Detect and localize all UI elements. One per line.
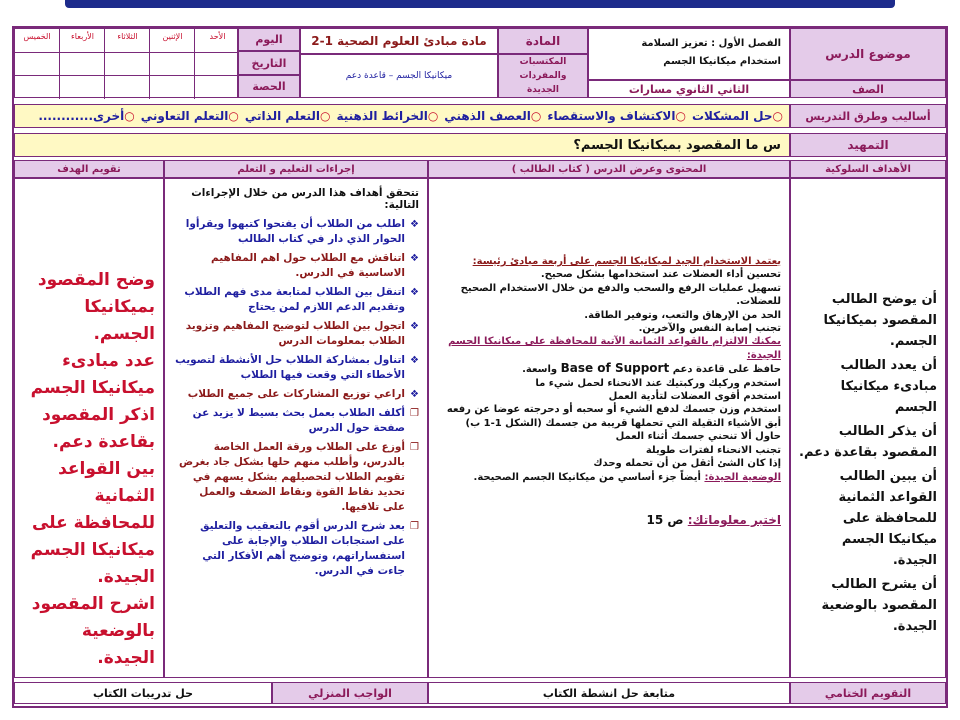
objective-item: أن يوضح الطالب المقصود بميكانيكا الجسم. bbox=[823, 292, 937, 349]
day-tuesday-label: الثلاثاء bbox=[117, 32, 138, 41]
content-heading-principles: يعتمد الاستخدام الجيد لميكانيكا الجسم على أربعة مبادئ رئيسة: bbox=[472, 256, 781, 267]
diamond-bullet-icon: ❖ bbox=[410, 389, 419, 400]
procedure-item: ❖ اتجول بين الطلاب لتوضيح المفاهيم وتزويد الطلاب بمعلومات الدرس bbox=[185, 320, 419, 347]
header-procedures: إجراءات التعليم و التعلم bbox=[164, 160, 428, 178]
day-sunday bbox=[194, 29, 239, 99]
day-label: اليوم bbox=[238, 28, 300, 51]
period-label: الحصة bbox=[238, 75, 300, 98]
procedure-item: ❐ بعد شرح الدرس أقوم بالتعقيب والتعليق على استجابات الطلاب والإجابة على استفساراتهم، وتوضيح أهم الأفكار التي جاءت في الدرس. bbox=[200, 520, 419, 577]
content-rule-base-of-support: حافظ على قاعدة دعم Base of Support واسعة. bbox=[522, 361, 781, 376]
lesson-title-line1: الفصل الأول : تعزيز السلامة bbox=[641, 38, 781, 49]
intro-question: س ما المقصود بميكانيكا الجسم؟ bbox=[14, 133, 790, 157]
box-bullet-icon: ❐ bbox=[410, 408, 419, 419]
lesson-label: موضوع الدرس bbox=[790, 28, 946, 80]
evaluation-item: وضح المقصود بميكانيكا الجسم. bbox=[37, 270, 155, 344]
procedure-item: ❖ اتنقل بين الطلاب لمتابعة مدى فهم الطلاب وتقديم الدعم اللازم لمن يحتاج bbox=[184, 286, 419, 313]
content-heading-rules: يمكنك الالتزام بالقواعد الثمانية الآتية للمحافظة على ميكانيكا الجسم الجيدة: bbox=[448, 336, 781, 361]
day-wednesday bbox=[59, 29, 104, 99]
methods-value bbox=[14, 104, 790, 128]
method-brainstorming[interactable]: ○العصف الذهني bbox=[444, 109, 542, 123]
content-principle: تسهيل عمليات الرفع والسحب والدفع من خلال الاستخدام الصحيح للعضلات. bbox=[460, 282, 781, 308]
evaluation-item: اذكر المقصود بقاعدة دعم. bbox=[42, 405, 155, 452]
day-thursday bbox=[15, 29, 59, 52]
content-rule: حاول ألا تنحني جسمك أثناء العمل bbox=[615, 431, 781, 443]
content-rule: أبق الأشياء الثقيلة التي تحملها قريبة من جسمك (الشكل 1-1 ب) bbox=[465, 417, 781, 429]
day-monday bbox=[149, 29, 194, 99]
evaluation-item: اشرح المقصود بالوضعية الجيدة. bbox=[31, 594, 155, 668]
content-principle: الحد من الإرهاق والتعب، وتوفير الطاقة. bbox=[584, 309, 781, 321]
methods-label: أساليب وطرق التدريس bbox=[790, 104, 946, 128]
top-banner bbox=[65, 0, 895, 8]
content-rule: تجنب الانحناء لفترات طويلة bbox=[645, 444, 781, 456]
objective-item: أن يشرح الطالب المقصود بالوضعية الجيدة. bbox=[821, 577, 937, 634]
intro-label: التمهيد bbox=[790, 133, 946, 157]
diamond-bullet-icon: ❖ bbox=[410, 355, 419, 366]
content-rule: إذا كان الشئ أثقل من أن تحمله وحدك bbox=[593, 458, 781, 470]
diamond-bullet-icon: ❖ bbox=[410, 253, 419, 264]
procedure-item: ❖ اتناقش مع الطلاب حول اهم المفاهيم الاساسية في الدرس. bbox=[211, 252, 419, 279]
lesson-title-line2: استخدام ميكانيكا الجسم bbox=[663, 56, 781, 67]
diamond-bullet-icon: ❖ bbox=[410, 219, 419, 230]
evaluation-item: عدد مبادىء ميكانيكا الجسم bbox=[30, 351, 155, 398]
footer-homework: الواجب المنزلي bbox=[272, 682, 428, 704]
method-discovery[interactable]: ○الاكتشاف والاستقصاء bbox=[547, 109, 686, 123]
header-content: المحتوى وعرض الدرس ( كتاب الطالب ) bbox=[428, 160, 790, 178]
footer-book-exercises: حل تدريبات الكتاب bbox=[14, 682, 272, 704]
terms-value: ميكانيكا الجسم – قاعدة دعم bbox=[300, 54, 498, 98]
procedure-item: ❐ أكلف الطلاب بعمل بحث بسيط لا يزيد عن صفحة حول الدرس bbox=[192, 407, 419, 434]
grade-value: الثاني الثانوي مسارات bbox=[588, 80, 790, 98]
procedure-item: ❖ اراعي توزيع المشاركات على جميع الطلاب bbox=[187, 388, 419, 400]
procedure-item: ❖ اتناول بمشاركة الطلاب حل الأنشطة لتصويب الأخطاء التي وقعت فيها الطلاب bbox=[175, 354, 419, 381]
procedure-item: ❐ أوزع على الطلاب ورقة العمل الخاصة بالدرس، وأطلب منهم حلها بشكل جاد بغرض تقويم الطلاب لتحصيلهم بشكل يسهم في تحديد نقاط القوة ونقاط الضعف والعمل على تلافيها. bbox=[179, 441, 419, 513]
footer-book-activities: متابعة حل انشطة الكتاب bbox=[428, 682, 790, 704]
content-principle: تجنب إصابة النفس والآخرين. bbox=[638, 323, 781, 335]
day-wednesday-label: الأربعاء bbox=[71, 32, 94, 41]
diamond-bullet-icon: ❖ bbox=[410, 287, 419, 298]
objective-item: أن يبين الطالب القواعد الثمانية للمحافظة على ميكانيكا الجسم الجيدة. bbox=[838, 469, 937, 568]
day-thursday-label: الخميس bbox=[23, 32, 51, 41]
evaluation-column bbox=[14, 178, 164, 678]
day-monday-label: الإثنين bbox=[162, 32, 183, 41]
content-posture: الوضعية الجيدة: أيضاً جزء أساسي من ميكانيكا الجسم الصحيحة. bbox=[473, 471, 781, 483]
content-principle: تحسين أداء العضلات عند استخدامها بشكل صحيح. bbox=[540, 269, 781, 281]
header-evaluation: تقويم الهدف bbox=[14, 160, 164, 178]
date-label: التاريخ bbox=[238, 51, 300, 75]
terms-label: المكتسبات والمفردات الجديدة bbox=[498, 54, 588, 98]
content-rule: استخدم وركيك وركبتيك عند الانحناء لحمل شيء ما bbox=[535, 377, 781, 389]
method-self-learning[interactable]: ○التعلم الذاتي bbox=[244, 109, 331, 123]
objectives-column bbox=[790, 178, 946, 678]
content-rule: استخدم أقوى العضلات لتأدية العمل bbox=[608, 391, 781, 403]
day-columns bbox=[14, 28, 238, 98]
content-test-knowledge: اختبر معلوماتك: ص 15 bbox=[646, 512, 781, 527]
box-bullet-icon: ❐ bbox=[410, 442, 419, 453]
day-sunday-label: الأحد bbox=[209, 32, 226, 41]
procedures-intro: تتحقق أهداف هذا الدرس من خلال الإجراءات التالية: bbox=[191, 187, 419, 211]
method-cooperative[interactable]: ○التعلم التعاوني bbox=[140, 109, 239, 123]
evaluation-item: بين القواعد الثمانية للمحافظة على ميكانيكا الجسم الجيدة. bbox=[30, 459, 155, 587]
footer-closing: التقويم الختامي bbox=[790, 682, 946, 704]
day-tuesday bbox=[104, 29, 149, 99]
box-bullet-icon: ❐ bbox=[410, 521, 419, 532]
method-mind-maps[interactable]: ○الخرائط الذهنية bbox=[336, 109, 439, 123]
procedures-column bbox=[164, 178, 428, 678]
method-problem-solving[interactable]: ○حل المشكلات bbox=[691, 109, 783, 123]
header-objectives: الأهداف السلوكية bbox=[790, 160, 946, 178]
subject-label: المادة bbox=[498, 28, 588, 54]
objective-item: أن يذكر الطالب المقصود بقاعدة دعم. bbox=[799, 424, 937, 460]
content-rule: استخدم وزن جسمك لدفع الشيء أو سحبه أو دحرجته عوضا عن رفعه bbox=[446, 404, 781, 416]
subject-title: مادة مبادئ العلوم الصحية 1-2 bbox=[300, 28, 498, 54]
content-column bbox=[428, 178, 790, 678]
lesson-title bbox=[588, 28, 790, 80]
objective-item: أن يعدد الطالب مبادىء ميكانيكا الجسم bbox=[840, 358, 937, 415]
method-other[interactable]: ○أخرى............ bbox=[38, 109, 135, 123]
diamond-bullet-icon: ❖ bbox=[410, 321, 419, 332]
grade-label: الصف bbox=[790, 80, 946, 98]
procedure-item: ❖ اطلب من الطلاب أن يفتحوا كتبهوا ويقرأوا الحوار الذي دار في كتاب الطالب bbox=[185, 218, 419, 245]
